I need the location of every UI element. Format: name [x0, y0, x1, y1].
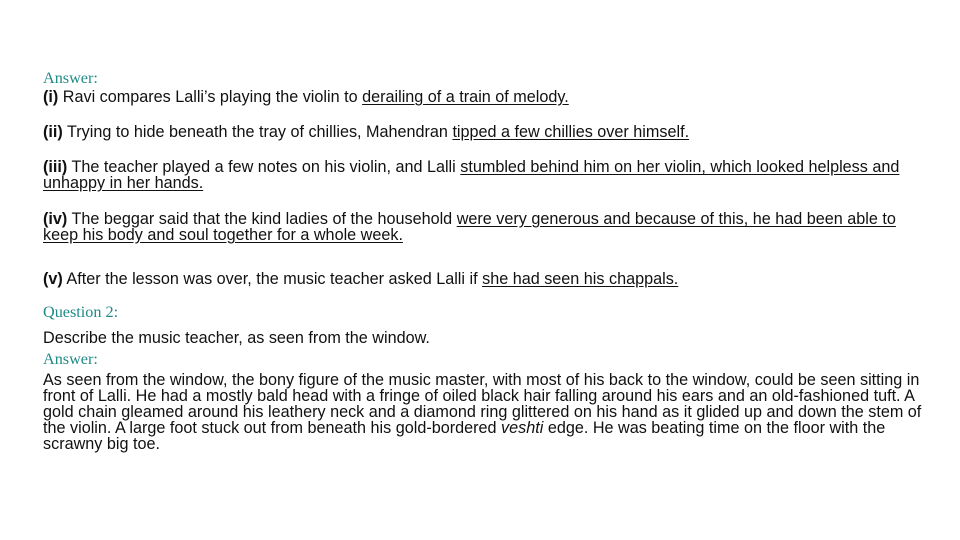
item-text: The teacher played a few notes on his violin, and Lalli: [71, 158, 461, 176]
item-text: The beggar said that the kind ladies of the household: [71, 210, 457, 228]
item-underlined-text: she had seen his chappals.: [482, 270, 679, 288]
answer-item-ii: [43, 124, 689, 141]
answer-item-v: [43, 271, 678, 288]
question-text: Describe the music teacher, as seen from the window.: [43, 329, 430, 347]
answer2-text-end: edge. He was beating time on the floor with the scrawny big toe.: [43, 419, 886, 453]
item-marker: (i): [43, 88, 59, 106]
answer-item-iv: [43, 211, 923, 243]
answer2-paragraph: [43, 372, 923, 452]
answer2-heading: Answer:: [43, 350, 98, 368]
question-heading: Question 2:: [43, 303, 119, 321]
item-marker: (ii): [43, 123, 63, 141]
item-underlined-text: derailing of a train of melody.: [362, 88, 569, 106]
item-text: Trying to hide beneath the tray of chillies, Mahendran: [67, 123, 453, 141]
item-text: Ravi compares Lalli’s playing the violin to: [62, 88, 363, 106]
item-marker: (iii): [43, 158, 68, 176]
item-text: After the lesson was over, the music teacher asked Lalli if: [66, 270, 483, 288]
answer2-text: As seen from the window, the bony figure of the music master, with most of his back to the window, could be seen sitting in front of Lalli. He had a mostly bald head with a fringe of oiled black hair falling around his ears and an old-fashioned tuft. A gold chain gleamed around his leathery neck and a diamond ring glittered on his hand as it glided up and down the stem of the violin. A large foot stuck out from beneath his gold-bordered: [43, 371, 922, 437]
answer2-italic-word: veshti: [501, 419, 544, 437]
item-underlined-text: were very generous and because of this, he had been able to keep his body and soul together for a whole week.: [43, 210, 896, 244]
item-underlined-text: stumbled behind him on her violin, which looked helpless and unhappy in her hands.: [43, 158, 900, 192]
answer-heading: Answer:: [43, 69, 98, 87]
item-marker: (iv): [43, 210, 68, 228]
answer-item-i: [43, 89, 569, 106]
answer-item-iii: [43, 159, 923, 191]
item-marker: (v): [43, 270, 63, 288]
item-underlined-text: tipped a few chillies over himself.: [452, 123, 690, 141]
